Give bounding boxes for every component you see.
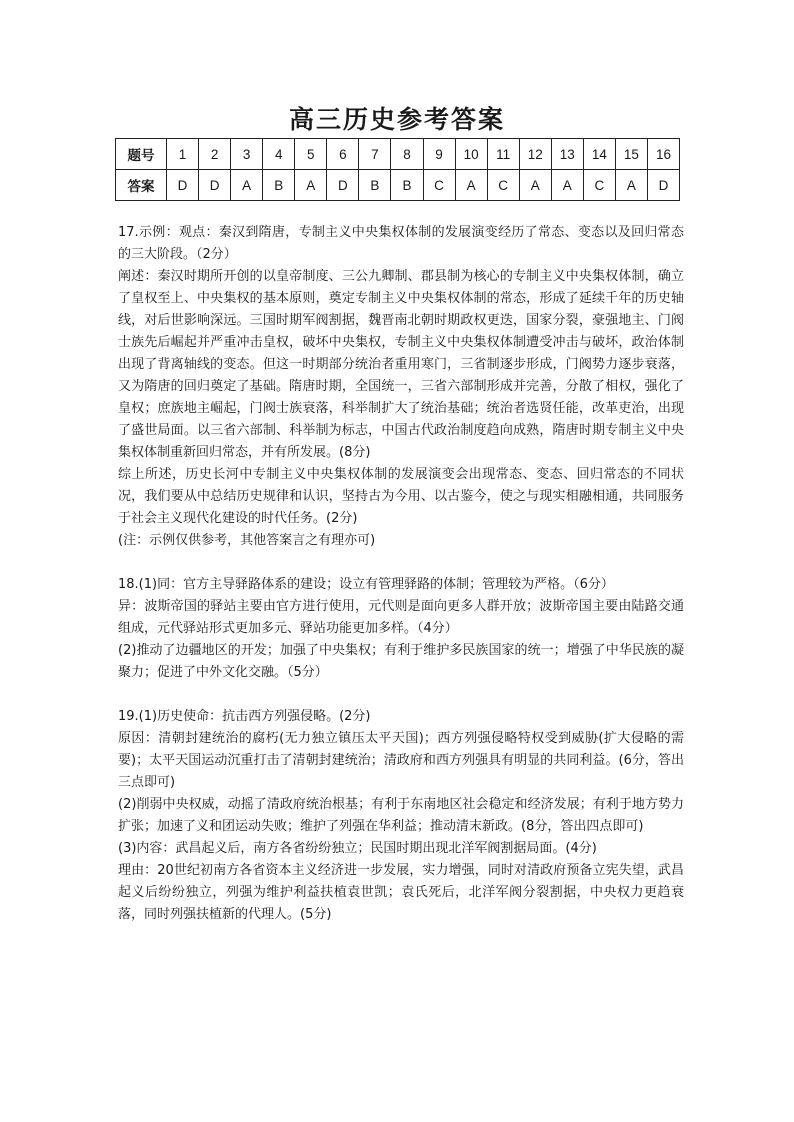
q17-note: (注：示例仅供参考，其他答案言之有理亦可) bbox=[118, 533, 376, 548]
question-number: 1 bbox=[167, 139, 199, 170]
q18-impact: (2)推动了边疆地区的开发；加强了中央集权；有利于维护多民族国家的统一；增强了中华民族的凝聚力；促进了中外文化交融。（5分） bbox=[118, 643, 684, 680]
answer-cell: B bbox=[263, 170, 295, 201]
q17-viewpoint: 17.示例：观点：秦汉到隋唐，专制主义中央集权体制的发展演变经历了常态、变态以及回归常态的三大阶段。（2分） bbox=[118, 225, 684, 262]
answer-cell: D bbox=[167, 170, 199, 201]
question-number: 9 bbox=[423, 139, 455, 170]
q19-reasons: 原因：清朝封建统治的腐朽(无力独立镇压太平天国)；西方列强侵略特权受到威胁(扩大侵略的需要)；太平天国运动沉重打击了清朝封建统治；清政府和西方列强具有明显的共同利益。(6分，答出三点即可) bbox=[118, 731, 684, 790]
question-number: 12 bbox=[519, 139, 551, 170]
question-number: 5 bbox=[295, 139, 327, 170]
answer-cell: D bbox=[327, 170, 359, 201]
question-number: 16 bbox=[647, 139, 679, 170]
answer-row bbox=[116, 170, 680, 201]
question-number: 13 bbox=[551, 139, 583, 170]
answer-cell: A bbox=[231, 170, 263, 201]
q17-conclusion: 综上所述，历史长河中专制主义中央集权体制的发展演变会出现常态、变态、回归常态的不同状况，我们要从中总结历史规律和认识，坚持古为今用、以古鉴今，使之与现实相融相通，共同服务于社会主义现代化建设的时代任务。(2分) bbox=[118, 467, 684, 526]
question-number-row bbox=[116, 139, 680, 170]
answer-content bbox=[118, 222, 684, 926]
q18-similarities: 18.(1)同：官方主导驿路体系的建设；设立有管理驿路的体制；管理较为严格。（6分） bbox=[118, 577, 614, 592]
question-number: 6 bbox=[327, 139, 359, 170]
question-number: 14 bbox=[583, 139, 615, 170]
question-number: 10 bbox=[455, 139, 487, 170]
answer-cell: C bbox=[583, 170, 615, 201]
question-number: 3 bbox=[231, 139, 263, 170]
q17-elaboration: 阐述：秦汉时期所开创的以皇帝制度、三公九卿制、郡县制为核心的专制主义中央集权体制，确立了皇权至上、中央集权的基本原则，奠定专制主义中央集权体制的常态，形成了延续千年的历史轴线，对后世影响深远。三国时期军阀割据，魏晋南北朝时期政权更迭，国家分裂，豪强地主、门阀士族先后崛起并严重冲击皇权，破坏中央集权，专制主义中央集权体制遭受冲击与破坏，政治体制出现了背离轴线的变态。但这一时期部分统治者重用寒门，三省制逐步形成，门阀势力逐步衰落，又为隋唐的回归奠定了基础。隋唐时期，全国统一，三省六部制形成并完善，分散了相权，强化了皇权；庶族地主崛起，门阀士族衰落，科举制扩大了统治基础；统治者选贤任能，改革吏治，出现了盛世局面。以三省六部制、科举制为标志，中国古代政治制度趋向成熟，隋唐时期专制主义中央集权体制重新回归常态，并有所发展。(8分) bbox=[118, 269, 684, 460]
answer-cell: D bbox=[199, 170, 231, 201]
answer-cell: A bbox=[615, 170, 647, 201]
answer-cell: A bbox=[551, 170, 583, 201]
question-number: 8 bbox=[391, 139, 423, 170]
row-header-answer: 答案 bbox=[116, 170, 167, 201]
q19-rationale: 理由：20世纪初南方各省资本主义经济进一步发展，实力增强，同时对清政府预备立宪失望，武昌起义后纷纷独立，列强为维护利益扶植袁世凯；袁氏死后，北洋军阀分裂割据，中央权力更趋衰落，同时列强扶植新的代理人。(5分) bbox=[118, 863, 684, 922]
q19-content: (3)内容：武昌起义后，南方各省纷纷独立；民国时期出现北洋军阀割据局面。(4分) bbox=[118, 841, 597, 856]
question-number: 11 bbox=[487, 139, 519, 170]
question-number: 2 bbox=[199, 139, 231, 170]
q19-mission: 19.(1)历史使命：抗击西方列强侵略。(2分) bbox=[118, 709, 371, 724]
answer-cell: B bbox=[391, 170, 423, 201]
q18-differences: 异：波斯帝国的驿站主要由官方进行使用，元代则是面向更多人群开放；波斯帝国主要由陆路交通组成，元代驿站形式更加多元、驿站功能更加多样。（4分） bbox=[118, 599, 684, 636]
answer-cell: C bbox=[487, 170, 519, 201]
answer-cell: A bbox=[295, 170, 327, 201]
answer-cell: B bbox=[359, 170, 391, 201]
answer-cell: D bbox=[647, 170, 679, 201]
answer-cell: A bbox=[519, 170, 551, 201]
page-title: 高三历史参考答案 bbox=[288, 105, 505, 134]
question-19-answer bbox=[118, 706, 684, 926]
answer-cell: C bbox=[423, 170, 455, 201]
answer-key-table bbox=[115, 138, 680, 201]
question-18-answer bbox=[118, 574, 684, 684]
answer-cell: A bbox=[455, 170, 487, 201]
question-number: 7 bbox=[359, 139, 391, 170]
question-number: 15 bbox=[615, 139, 647, 170]
question-17-answer bbox=[118, 222, 684, 552]
row-header-number: 题号 bbox=[116, 139, 167, 170]
q19-impact: (2)削弱中央权威，动摇了清政府统治根基；有利于东南地区社会稳定和经济发展；有利于地方势力扩张；加速了义和团运动失败；维护了列强在华利益；推动清末新政。(8分，答出四点即可) bbox=[118, 797, 684, 834]
question-number: 4 bbox=[263, 139, 295, 170]
